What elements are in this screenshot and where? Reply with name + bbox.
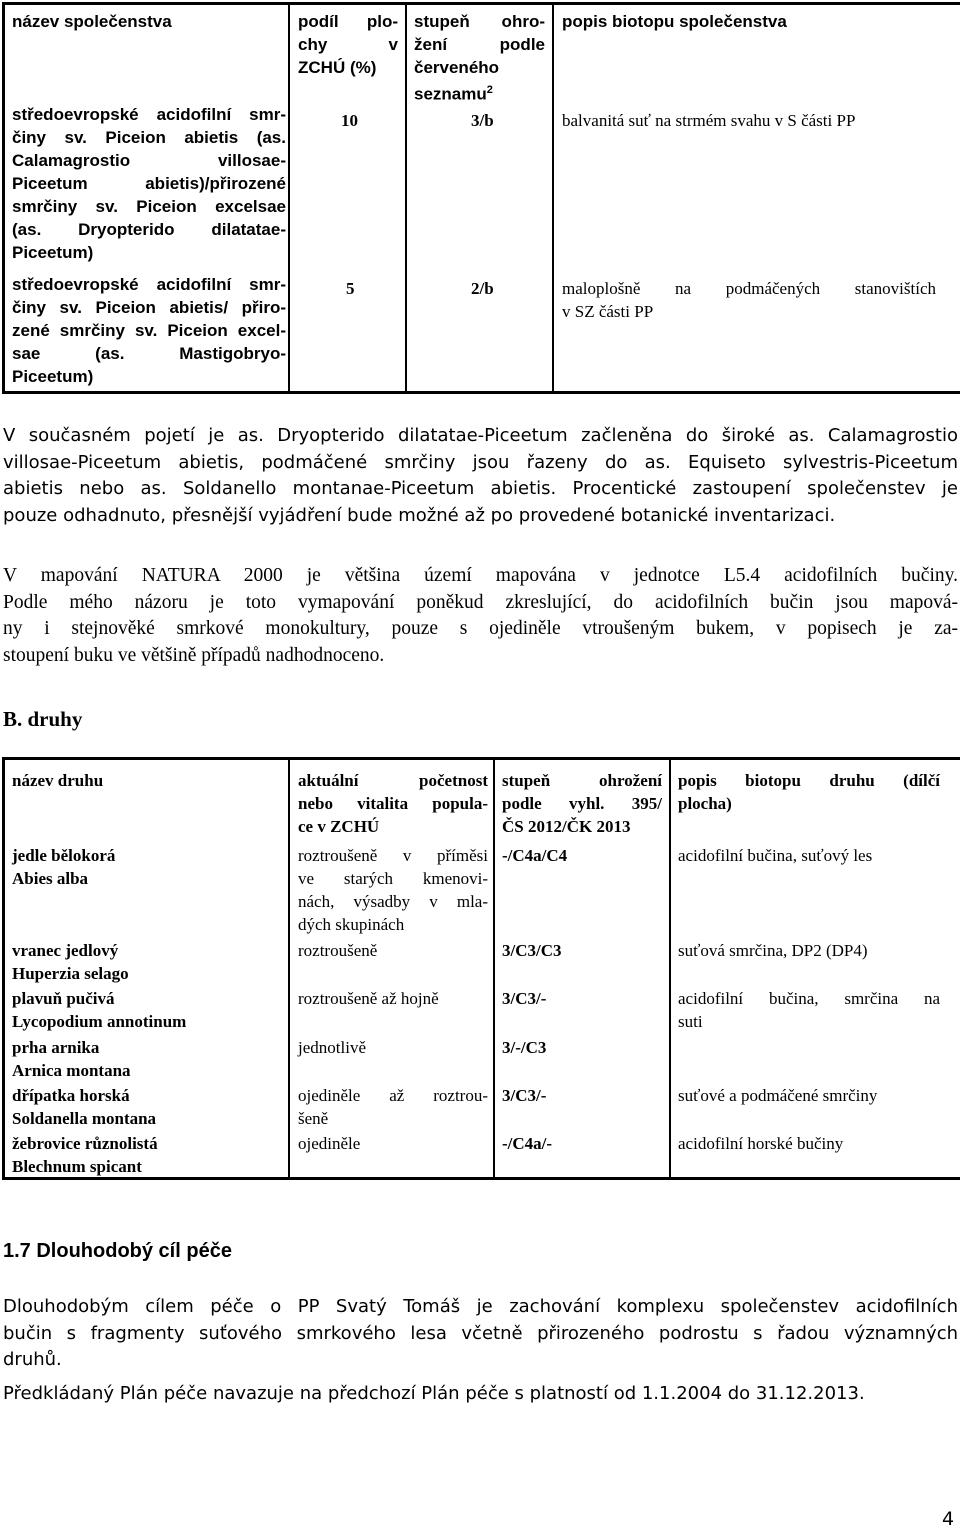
column-divider	[493, 760, 495, 1177]
column-divider	[552, 5, 554, 391]
species-threat-2: 3/C3/C3	[502, 941, 562, 960]
header-threat-level: stupeň ohro- žení podle červeného seznamu$^2$	[414, 12, 545, 104]
paragraph-natura-mapping: V mapování NATURA 2000 je většina území mapována v jednotce L5.4 acidofilních bučiny. Podle mého názoru je toto vymapování poněkud zkreslující, do acidofilních bučin jsou mapová- ny i stejnověké smrkové monokultury, pouze s ojediněle vtroušeným bukem, v popisech je za- stoupení buku ve většině případů nadhodnoceno.	[3, 565, 958, 666]
paragraph-classification-note: V současném pojetí je as. Dryopterido dilatatae-Piceetum začleněna do široké as. Calamagrostio villosae-Piceetum abietis, podmáčené smrčiny jsou řazeny do as. Equiseto sylvestris-Piceetum abietis nebo as. Soldanello montanae-Piceetum abietis. Procentické zastoupení společenstev je pouze odhadnuto, přesnější vyjádření bude možné až po provedené botanické inventarizaci.	[3, 425, 958, 526]
header-area-share: podíl plo- chy v ZCHÚ (%)	[298, 12, 398, 77]
header-species-name: název druhu	[12, 771, 104, 790]
species-abundance-3: roztroušeně až hojně	[298, 989, 439, 1008]
species-abundance-1: roztroušeně v příměsi ve starých kmenovi- nách, výsadby v mla- dých skupinách	[298, 846, 488, 934]
biotope-desc-1: balvanitá suť na strmém svahu v S části PP	[562, 111, 856, 130]
area-value-2: 5	[346, 279, 355, 298]
species-name-3: plavuň pučivá Lycopodium annotinum	[12, 989, 187, 1031]
header-biotope-description: popis biotopu společenstva	[562, 12, 787, 31]
column-divider	[288, 760, 290, 1177]
threat-value-1: 3/b	[471, 111, 494, 130]
species-name-4: prha arnika Arnica montana	[12, 1038, 131, 1080]
species-name-1: jedle bělokorá Abies alba	[12, 846, 116, 888]
species-threat-5: 3/C3/-	[502, 1086, 547, 1105]
section-heading-species: B. druhy	[3, 707, 83, 731]
paragraph-longterm-goal: Dlouhodobým cílem péče o PP Svatý Tomáš je zachování komplexu společenstev acidofilních bučin s fragmenty suťového smrkového lesa včetně přirozeného podrostu s řadou významných druhů.	[3, 1296, 958, 1370]
species-name-2: vranec jedlový Huperzia selago	[12, 941, 129, 983]
species-threat-6: -/C4a/-	[502, 1134, 553, 1153]
header-species-biotope: popis biotopu druhu (dílčí plocha)	[678, 771, 940, 813]
column-divider	[288, 5, 290, 391]
species-biotope-1: acidofilní bučina, suťový les	[678, 846, 873, 865]
species-biotope-5: suťové a podmáčené smrčiny	[678, 1086, 878, 1105]
species-name-6: žebrovice různolistá Blechnum spicant	[12, 1134, 158, 1176]
species-abundance-5: ojediněle až roztrou- šeně	[298, 1086, 488, 1128]
species-table	[2, 757, 960, 1180]
species-biotope-6: acidofilní horské bučiny	[678, 1134, 844, 1153]
biotope-desc-2: maloplošně na podmáčených stanovištích v SZ části PP	[562, 279, 936, 321]
species-abundance-6: ojediněle	[298, 1134, 361, 1153]
species-name-5: dřípatka horská Soldanella montana	[12, 1086, 157, 1128]
area-value-1: 10	[341, 111, 358, 130]
header-community-name: název společenstva	[12, 12, 172, 31]
column-divider	[669, 760, 671, 1177]
species-threat-1: -/C4a/C4	[502, 846, 568, 865]
species-threat-4: 3/-/C3	[502, 1038, 547, 1057]
species-abundance-4: jednotlivě	[298, 1038, 366, 1057]
community-name-1: středoevropské acidofilní smr- činy sv. Piceion abietis (as. Calamagrostio villosae- Piceetum abietis)/přirozené smrčiny sv. Piceion excelsae (as. Dryopterido dilatatae- Piceetum)	[12, 105, 286, 262]
column-divider	[405, 5, 407, 391]
community-table	[2, 2, 960, 394]
header-threat-status: stupeň ohrožení podle vyhl. 395/ ČS 2012/ČK 2013	[502, 771, 662, 836]
species-biotope-2: suťová smrčina, DP2 (DP4)	[678, 941, 868, 960]
threat-value-2: 2/b	[471, 279, 494, 298]
species-abundance-2: roztroušeně	[298, 941, 378, 960]
paragraph-previous-plan: Předkládaný Plán péče navazuje na předchozí Plán péče s platností od 1.1.2004 do 31.12.2013.	[3, 1383, 865, 1404]
header-abundance: aktuální početnost nebo vitalita popula- ce v ZCHÚ	[298, 771, 488, 836]
species-biotope-3: acidofilní bučina, smrčina na suti	[678, 989, 940, 1031]
section-heading-longterm-goal: 1.7 Dlouhodobý cíl péče	[3, 1240, 232, 1262]
species-threat-3: 3/C3/-	[502, 989, 547, 1008]
community-name-2: středoevropské acidofilní smr- činy sv. Piceion abietis/ přiro- zené smrčiny sv. Piceion excel- sae (as. Mastigobryo- Piceetum)	[12, 275, 286, 386]
page-number: 4	[942, 1508, 955, 1530]
